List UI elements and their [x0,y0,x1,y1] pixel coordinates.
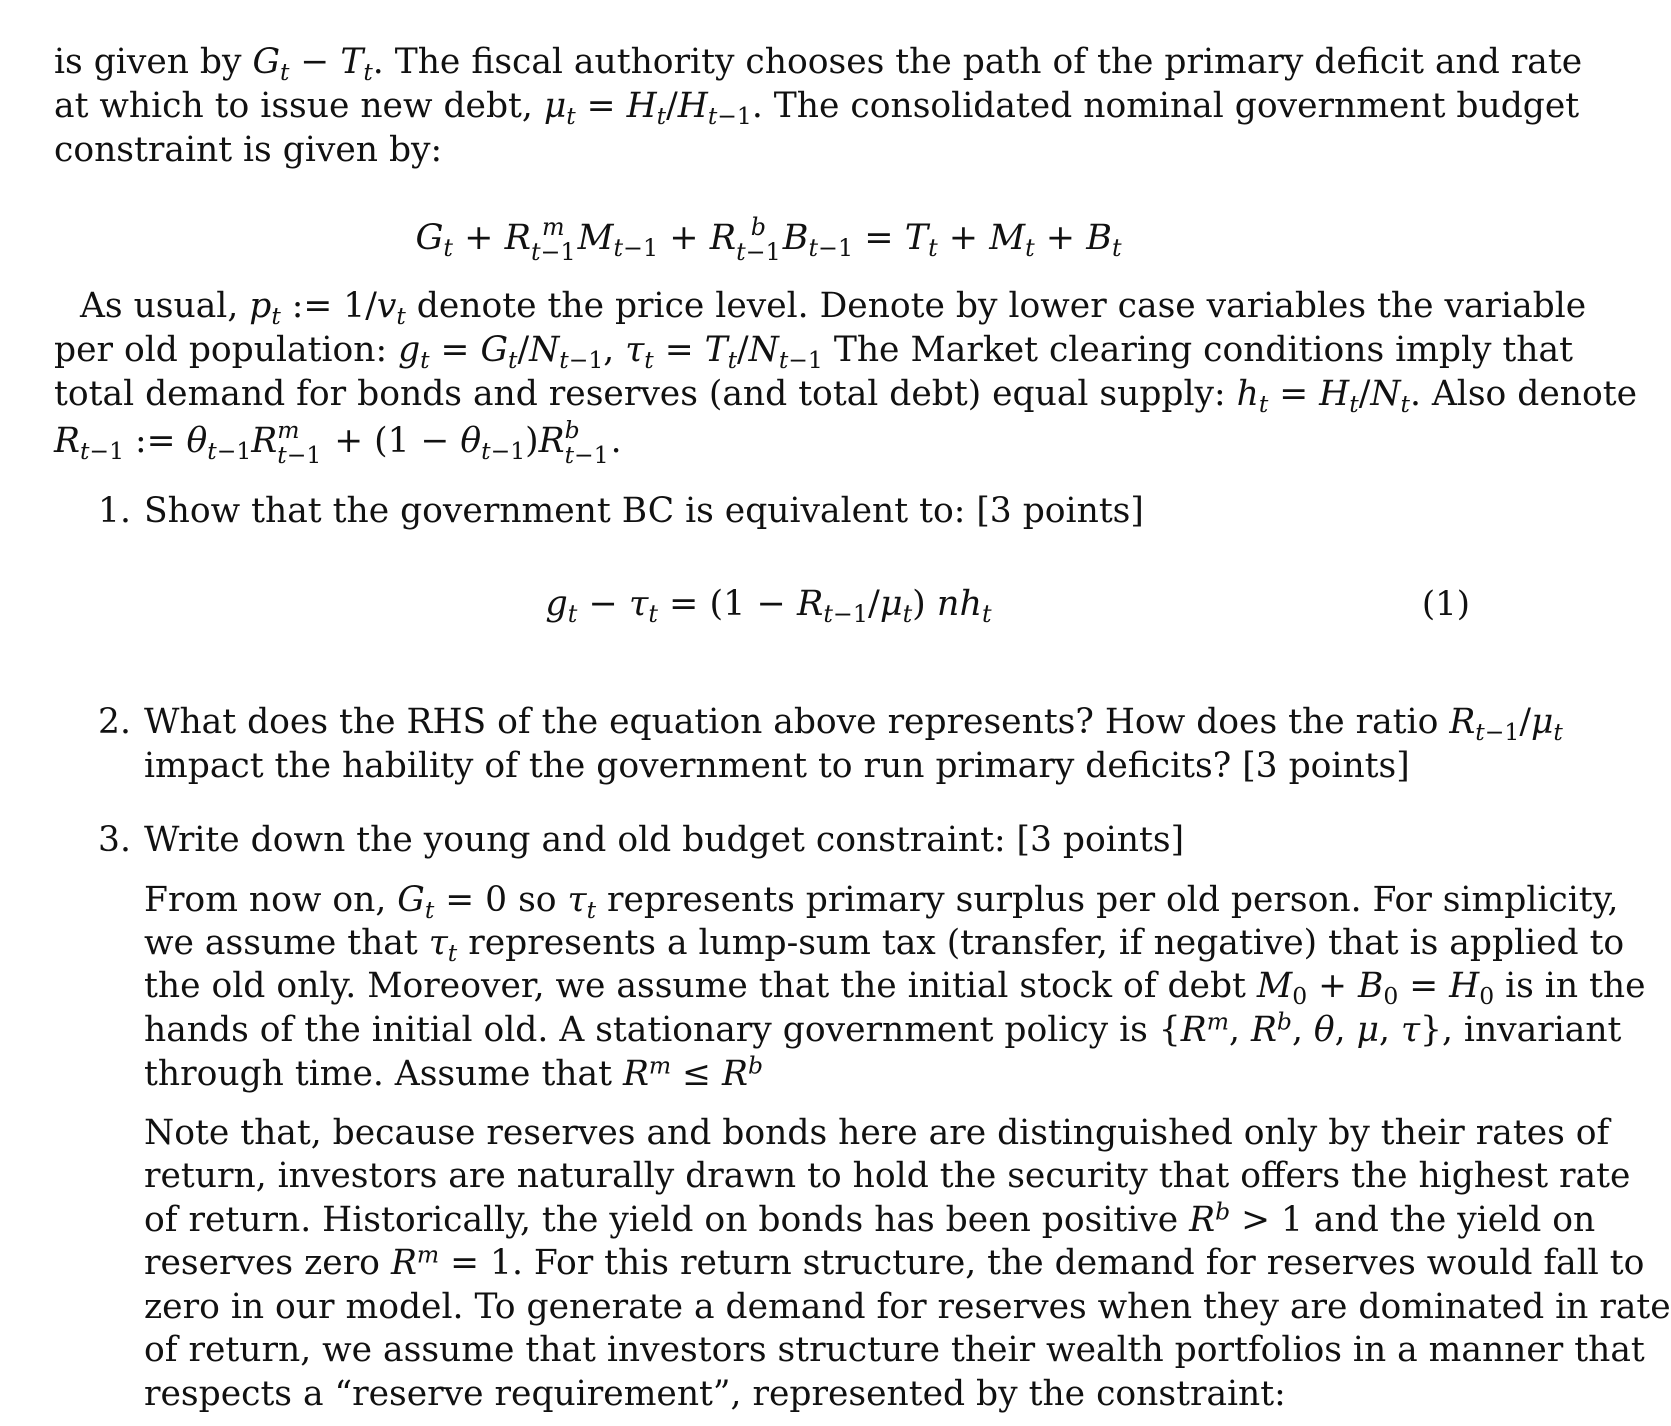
text-line: return, investors are naturally drawn to hold the security that offers the highest rate [144,1156,1631,1196]
text-line: through time. Assume that $R^m \le R^b$ [144,1051,764,1094]
text-line: As usual, $p_t$ := $1/v_t$ denote the price level. Denote by lower case variables the variable [80,286,1587,331]
text-line: impact the hability of the government to run primary deficits? [3 points] [144,746,1410,786]
text-line: we assume that $\tau_t$ represents a lump-sum tax (transfer, if negative) that is applied to [144,923,1625,968]
text-line: respects a “reserve requirement”, represented by the constraint: [144,1374,1286,1414]
text-line: of return, we assume that investors structure their wealth portfolios in a manner that [144,1330,1645,1370]
text-line: hands of the initial old. A stationary government policy is {$R^m$, $R^b$, θ, μ, τ}, invariant [144,1007,1622,1050]
text-line: constraint is given by: [54,130,443,170]
equation-number: (1) [1421,584,1470,624]
text-line: the old only. Moreover, we assume that the initial stock of debt $M_0 + B_0 = H_0$ is in the [144,966,1646,1011]
text-line: of return. Historically, the yield on bonds has been positive $R^b > 1$ and the yield on [144,1197,1596,1240]
document-page: is given by $G_t - T_t$. The fiscal authority chooses the path of the primary deficit and rate at which to issue new debt, $\mu_t = H_t/H_{t-1}$. The consolidated nominal government budget constraint is given by: $G_t + R$ m t−1 $M_{t-1} + R$ b t−1 $B_{t-1} = T_t + M_t + B_t$ As usual, $p_t$ := $1/v_t$ denote the price level. Denote by lower case variables the variable per old population: $g_t = G_t/N_{t-1}$, $\tau_t = T_t/N_{t-1}$ The Market clearing conditions imply that total demand for bonds and reserves (and total debt) equal supply: $h_t = H_t/N_t$. Also denote $R_{t-1}$ := $\theta_{t-1}R$ m t−1 + $(1 - \theta_{t-1})R$ b t−1 . 1. Show that the government BC is equivalent to: [3 points] $g_t - \tau_t = (1 - R_{t-1}/\mu_t)$ $nh_t$ (1) 2. What does the RHS of the equation above represents? How does the ratio $R_{t-1}/\mu_t$ impact the hability of the government to run primary deficits? [3 points] 3. Write down the young and old budget constraint: [3 points] From now on, $G_t = 0$ so $\tau_t$ represents primary surplus per old person. For simplicity, we assume that $\tau_t$ represents a lump-sum tax (transfer, if negative) that is applied to the old only. Moreover, we assume that the initial stock of debt $M_0 + B_0 = H_0$ is in the hands of the initial old. A stationary government policy is {$R^m$, $R^b$, θ, μ, τ}, invariant through time. Assume that $R^m \le R^b$ Note that, because reserves and bonds here are distinguished only by their rates of return, investors are naturally drawn to hold the security that offers the highest rate of return. Historically, the yield on bonds has been positive $R^b > 1$ and the yield on reserves zero $R^m = 1$. For this return structure, the demand for reserves would fall to zero in our model. To generate a demand for reserves when they are dominated in rate of return, we assume that investors structure their wealth portfolios in a manner that respects a “reserve requirement”, represented by the constraint: [0,0,1537,1426]
text-line: per old population: $g_t = G_t/N_{t-1}$, $\tau_t = T_t/N_{t-1}$ The Market clearing conditions imply that [54,330,1573,375]
text-line: at which to issue new debt, $\mu_t = H_t/H_{t-1}$. The consolidated nominal government budget [54,86,1580,131]
text-line: reserves zero $R^m = 1$. For this return structure, the demand for reserves would fall to [144,1240,1645,1283]
budget-constraint-equation: $G_t + R$ m t−1 $M_{t-1} + R$ b t−1 $B_{t-1} = T_t + M_t + B_t$ [415,212,1122,266]
text-line: zero in our model. To generate a demand for reserves when they are dominated in rate [144,1287,1671,1327]
text-line: is given by $G_t - T_t$. The fiscal authority chooses the path of the primary deficit and rate [54,42,1583,87]
equation-1: $g_t - \tau_t = (1 - R_{t-1}/\mu_t)$ $nh_t$ [545,584,992,629]
text-line: $R_{t-1}$ := $\theta_{t-1}R$ m t−1 + $(1 - \theta_{t-1})R$ b t−1 . [54,416,622,469]
text-line: From now on, $G_t = 0$ so $\tau_t$ represents primary surplus per old person. For simplicity, [144,880,1619,925]
text-line: total demand for bonds and reserves (and total debt) equal supply: $h_t = H_t/N_t$. Also denote [54,374,1638,419]
text-line: Note that, because reserves and bonds here are distinguished only by their rates of [144,1113,1610,1153]
